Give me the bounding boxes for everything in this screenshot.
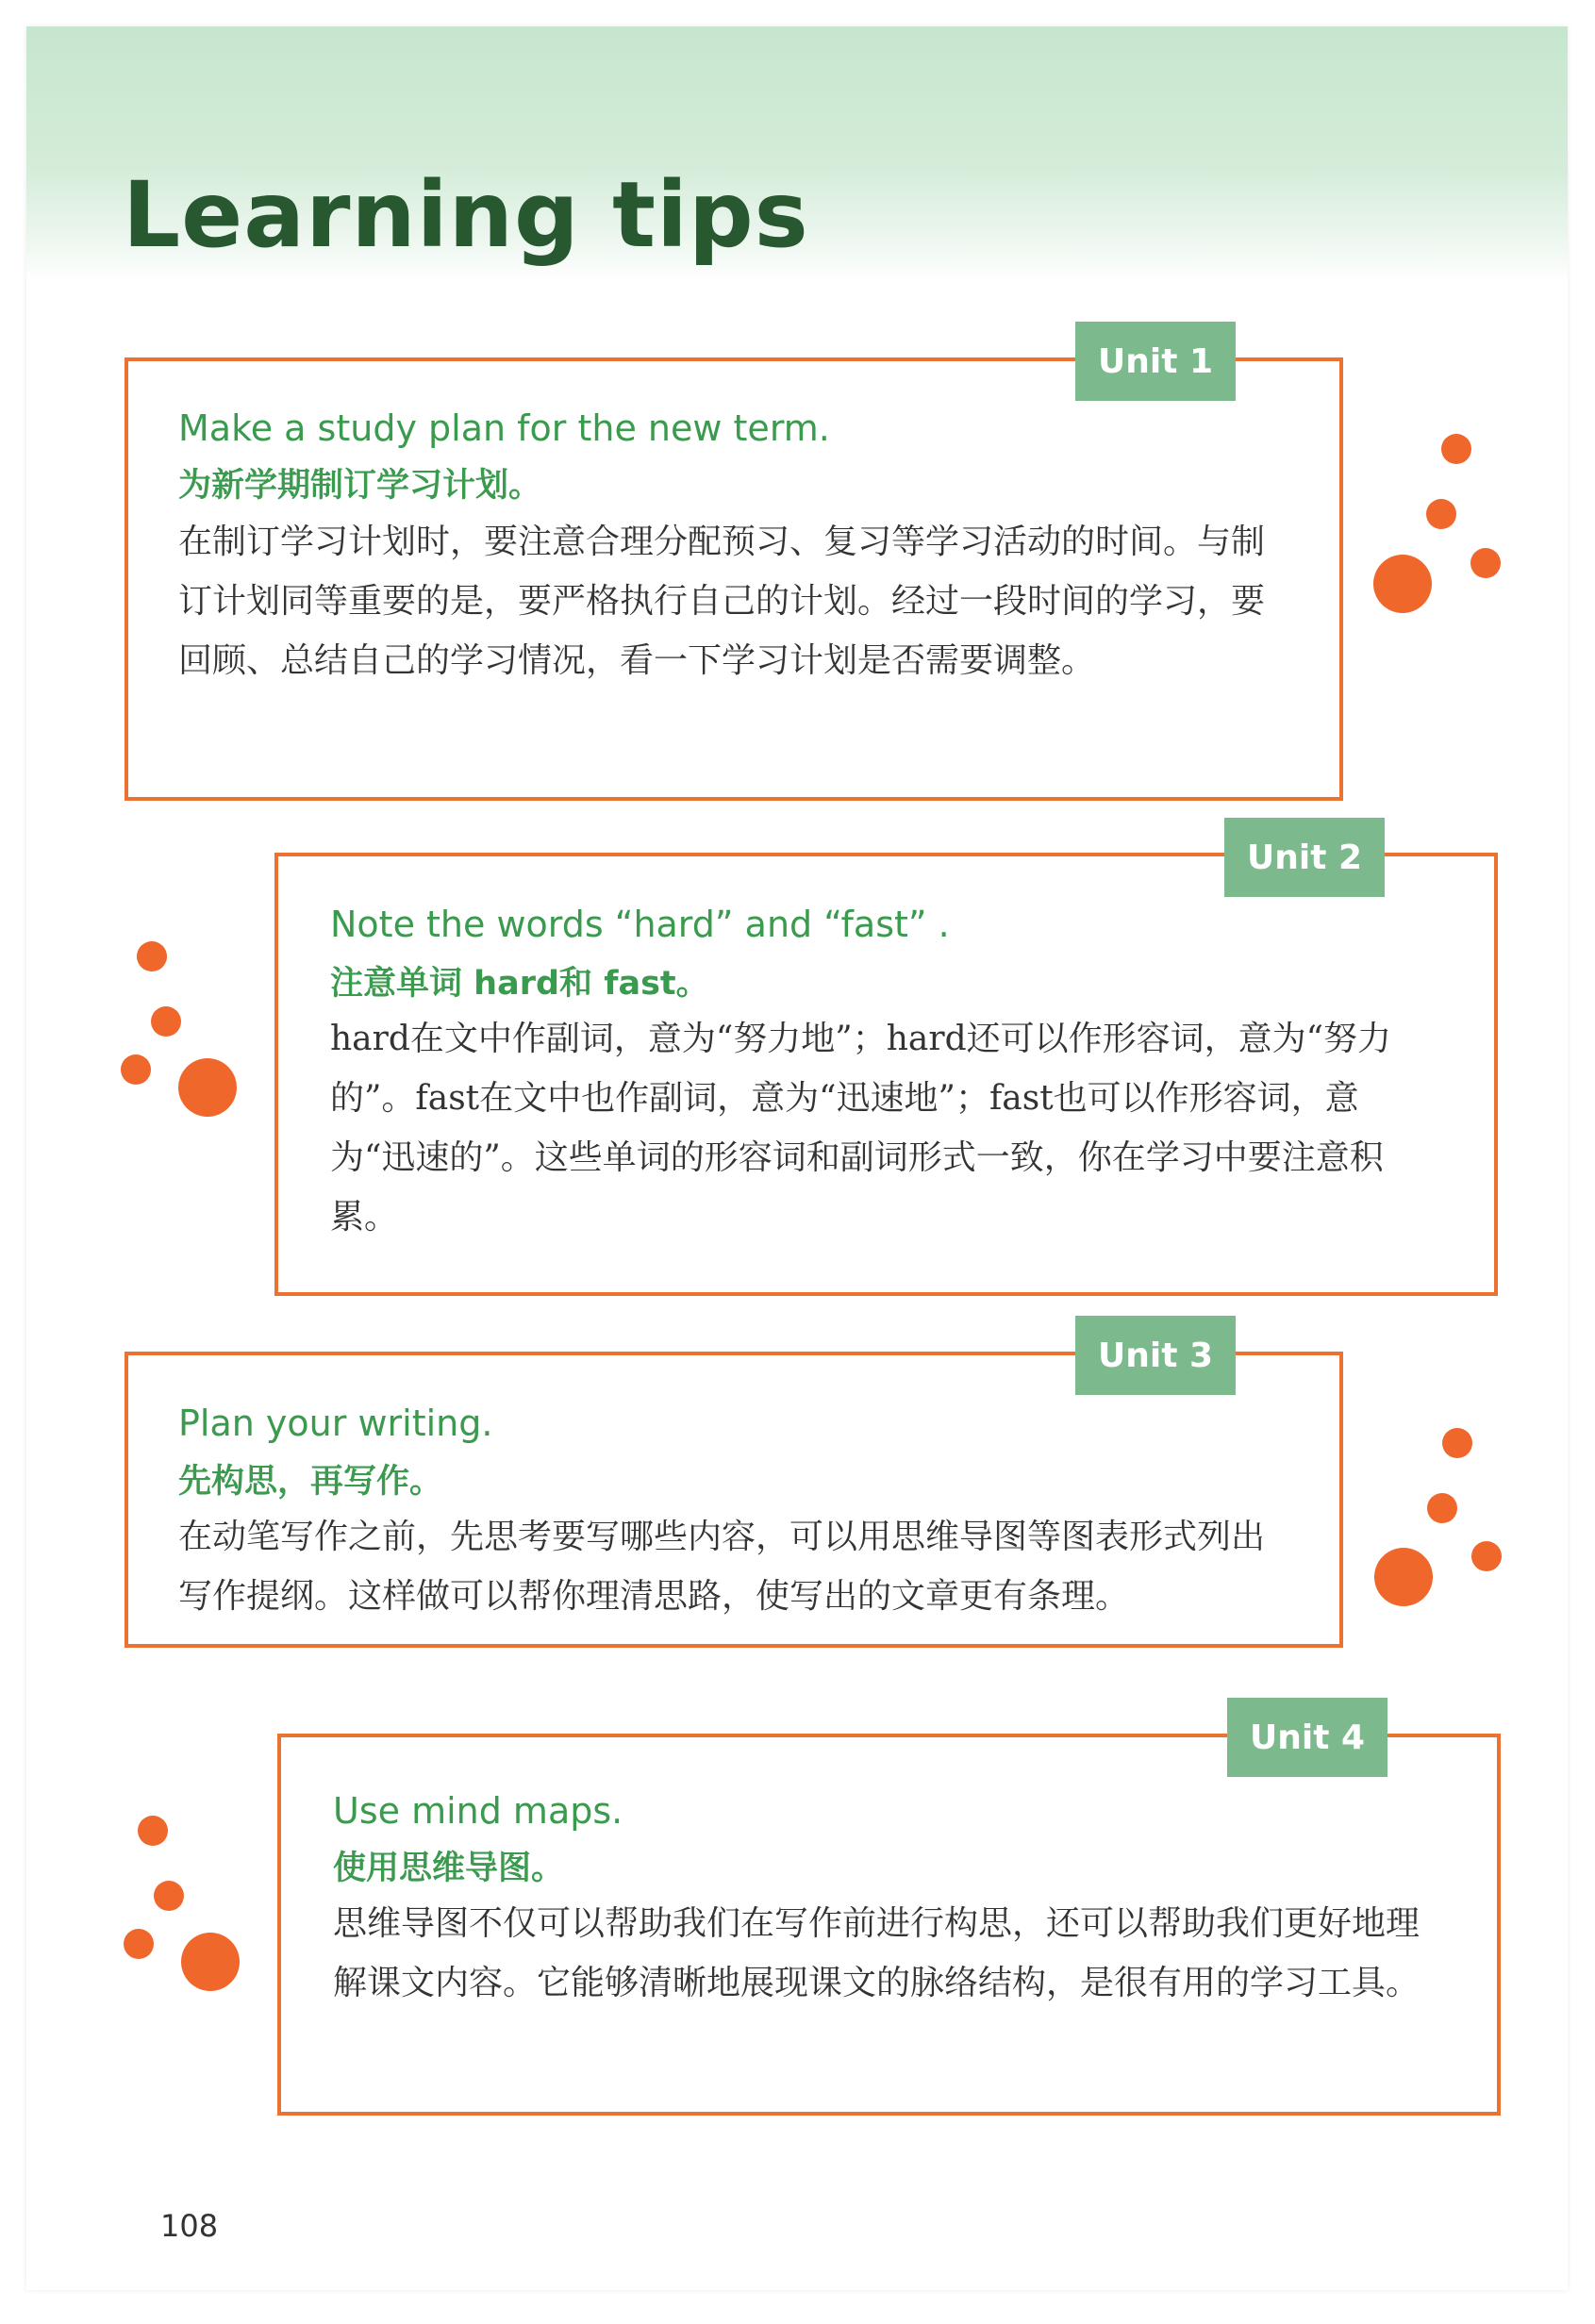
decorative-dot — [1373, 555, 1432, 613]
decorative-dot — [1374, 1548, 1433, 1606]
decorative-dot — [1441, 434, 1471, 464]
tip-body: hard在文中作副词，意为“努力地”；hard还可以作形容词，意为“努力的”。fast在文中也作副词，意为“迅速地”；fast也可以作形容词，意为“迅速的”。这些单词的形容词和副词形式一致，你在学习中要注意积累。 — [330, 1020, 1392, 1237]
decorative-dot — [181, 1933, 240, 1991]
tip-body: 在动笔写作之前，先思考要写哪些内容，可以用思维导图等图表形式列出写作提纲。这样做可以帮你理清思路，使写出的文章更有条理。 — [178, 1518, 1266, 1616]
tip-chinese: 为新学期制订学习计划。 — [178, 467, 542, 505]
tip-box-unit-4 — [277, 1734, 1501, 2116]
tip-chinese: 注意单词 hard和 fast。 — [330, 965, 709, 1003]
decorative-dot — [138, 1816, 168, 1846]
decorative-dot — [178, 1058, 237, 1117]
tip-chinese: 先构思，再写作。 — [178, 1463, 443, 1501]
tip-body: 在制订学习计划时，要注意合理分配预习、复习等学习活动的时间。与制订计划同等重要的是，要严格执行自己的计划。经过一段时间的学习，要回顾、总结自己的学习情况，看一下学习计划是否需要调整。 — [178, 523, 1266, 680]
tip-box-unit-3 — [125, 1352, 1343, 1648]
decorative-dot — [1427, 1493, 1457, 1523]
unit-tab-2: Unit 2 — [1224, 818, 1385, 897]
tip-body: 思维导图不仅可以帮助我们在写作前进行构思，还可以帮助我们更好地理解课文内容。它能够清晰地展现课文的脉络结构，是很有用的学习工具。 — [333, 1904, 1421, 2002]
unit-tab-4: Unit 4 — [1227, 1698, 1387, 1777]
tip-english: Note the words “hard” and “fast” . — [330, 904, 950, 945]
decorative-dot — [154, 1881, 184, 1911]
textbook-page — [26, 26, 1568, 2290]
decorative-dot — [124, 1929, 154, 1959]
decorative-dot — [1442, 1428, 1472, 1458]
decorative-dot — [121, 1054, 151, 1085]
tip-english: Plan your writing. — [178, 1403, 493, 1444]
tip-english: Use mind maps. — [333, 1790, 623, 1832]
unit-tab-3: Unit 3 — [1075, 1316, 1236, 1395]
tip-box-unit-1 — [125, 357, 1343, 801]
decorative-dot — [137, 941, 167, 971]
decorative-dot — [1470, 548, 1501, 578]
decorative-dot — [1426, 499, 1456, 529]
tip-english: Make a study plan for the new term. — [178, 407, 830, 449]
tip-chinese: 使用思维导图。 — [333, 1850, 565, 1887]
tip-box-unit-2 — [274, 853, 1498, 1296]
page-number: 108 — [160, 2208, 219, 2244]
unit-tab-1: Unit 1 — [1075, 322, 1236, 401]
decorative-dot — [151, 1006, 181, 1037]
page-title: Learning tips — [123, 162, 809, 268]
decorative-dot — [1471, 1541, 1502, 1571]
